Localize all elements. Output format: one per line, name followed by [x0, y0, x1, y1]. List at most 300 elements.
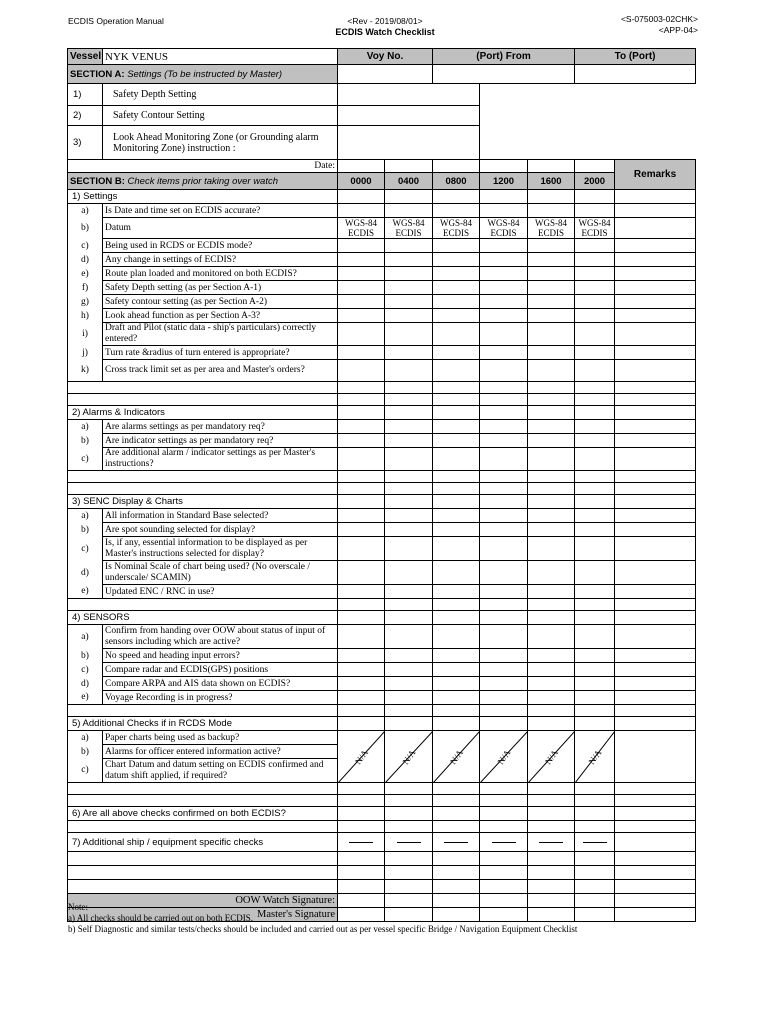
check-cell[interactable]	[433, 360, 480, 382]
check-cell[interactable]	[338, 267, 385, 281]
remarks-cell[interactable]	[615, 880, 696, 894]
date-cell[interactable]	[433, 160, 480, 173]
check-cell[interactable]	[528, 677, 575, 691]
check-cell[interactable]	[575, 323, 615, 346]
check-cell[interactable]	[528, 649, 575, 663]
remarks-cell[interactable]	[615, 625, 696, 649]
remarks-cell[interactable]	[615, 866, 696, 880]
remarks-cell[interactable]	[615, 382, 696, 394]
check-cell[interactable]	[385, 625, 433, 649]
check-cell[interactable]	[480, 420, 528, 434]
check-cell[interactable]	[575, 705, 615, 717]
remarks-cell[interactable]	[615, 795, 696, 807]
check-cell[interactable]	[385, 471, 433, 483]
check-cell[interactable]	[575, 309, 615, 323]
remarks-cell[interactable]	[615, 894, 696, 908]
check-cell[interactable]	[338, 253, 385, 267]
safety-depth-value[interactable]	[338, 84, 480, 106]
check-cell[interactable]	[433, 448, 480, 471]
check-cell[interactable]	[433, 866, 480, 880]
check-cell[interactable]	[338, 783, 385, 795]
check-cell[interactable]	[338, 561, 385, 585]
check-cell[interactable]	[575, 204, 615, 218]
remarks-cell[interactable]	[615, 360, 696, 382]
check-cell[interactable]	[385, 346, 433, 360]
check-cell[interactable]	[575, 561, 615, 585]
remarks-cell[interactable]	[615, 218, 696, 239]
check-cell[interactable]	[480, 406, 528, 420]
check-cell[interactable]	[528, 239, 575, 253]
check-cell[interactable]	[338, 509, 385, 523]
remarks-cell[interactable]	[615, 537, 696, 561]
check-cell[interactable]	[575, 420, 615, 434]
check-cell[interactable]	[385, 434, 433, 448]
check-cell[interactable]	[575, 625, 615, 649]
check-cell[interactable]	[480, 691, 528, 705]
remarks-cell[interactable]	[615, 239, 696, 253]
check-cell[interactable]	[385, 807, 433, 821]
remarks-cell[interactable]	[615, 190, 696, 204]
check-cell[interactable]	[528, 611, 575, 625]
check-cell[interactable]	[338, 691, 385, 705]
check-cell[interactable]	[338, 394, 385, 406]
check-cell[interactable]	[575, 281, 615, 295]
port-to-field[interactable]	[575, 65, 696, 84]
check-cell[interactable]	[385, 295, 433, 309]
check-cell[interactable]	[385, 663, 433, 677]
check-cell[interactable]	[433, 509, 480, 523]
check-cell[interactable]	[433, 239, 480, 253]
check-cell[interactable]	[433, 717, 480, 731]
check-cell[interactable]	[433, 691, 480, 705]
check-cell[interactable]	[338, 382, 385, 394]
check-cell[interactable]	[338, 611, 385, 625]
check-cell[interactable]	[433, 190, 480, 204]
check-cell[interactable]	[575, 599, 615, 611]
check-cell[interactable]	[528, 537, 575, 561]
check-cell[interactable]	[480, 382, 528, 394]
check-cell[interactable]	[433, 807, 480, 821]
check-cell[interactable]	[528, 471, 575, 483]
check-cell[interactable]	[480, 663, 528, 677]
check-cell[interactable]	[385, 323, 433, 346]
check-cell[interactable]	[528, 691, 575, 705]
check-cell[interactable]	[385, 483, 433, 495]
check-cell[interactable]	[575, 783, 615, 795]
check-cell[interactable]	[528, 309, 575, 323]
check-cell[interactable]	[338, 495, 385, 509]
check-cell[interactable]	[385, 360, 433, 382]
check-cell[interactable]	[385, 267, 433, 281]
remarks-cell[interactable]	[615, 663, 696, 677]
check-cell[interactable]	[338, 309, 385, 323]
check-cell[interactable]	[480, 833, 528, 852]
check-cell[interactable]	[385, 204, 433, 218]
datum-cell[interactable]	[575, 218, 615, 239]
check-cell[interactable]	[338, 323, 385, 346]
check-cell[interactable]	[528, 821, 575, 833]
check-cell[interactable]	[575, 190, 615, 204]
check-cell[interactable]	[385, 611, 433, 625]
check-cell[interactable]	[338, 585, 385, 599]
remarks-cell[interactable]	[615, 483, 696, 495]
check-cell[interactable]	[575, 394, 615, 406]
check-cell[interactable]	[528, 420, 575, 434]
check-cell[interactable]	[528, 585, 575, 599]
check-cell[interactable]	[575, 852, 615, 866]
check-cell[interactable]	[528, 346, 575, 360]
check-cell[interactable]	[338, 239, 385, 253]
datum-cell[interactable]	[480, 218, 528, 239]
check-cell[interactable]	[433, 663, 480, 677]
check-cell[interactable]	[433, 649, 480, 663]
check-cell[interactable]	[433, 495, 480, 509]
remarks-cell[interactable]	[615, 295, 696, 309]
check-cell[interactable]	[575, 346, 615, 360]
check-cell[interactable]	[338, 880, 385, 894]
check-cell[interactable]	[338, 833, 385, 852]
check-cell[interactable]	[433, 821, 480, 833]
check-cell[interactable]	[480, 677, 528, 691]
check-cell[interactable]	[575, 434, 615, 448]
check-cell[interactable]	[385, 866, 433, 880]
check-cell[interactable]	[528, 866, 575, 880]
check-cell[interactable]	[480, 585, 528, 599]
check-cell[interactable]	[480, 611, 528, 625]
check-cell[interactable]	[385, 523, 433, 537]
check-cell[interactable]	[338, 190, 385, 204]
check-cell[interactable]	[433, 795, 480, 807]
check-cell[interactable]	[528, 204, 575, 218]
check-cell[interactable]	[480, 190, 528, 204]
check-cell[interactable]	[575, 880, 615, 894]
check-cell[interactable]	[338, 281, 385, 295]
check-cell[interactable]	[480, 204, 528, 218]
check-cell[interactable]	[385, 239, 433, 253]
check-cell[interactable]	[480, 821, 528, 833]
check-cell[interactable]	[480, 852, 528, 866]
check-cell[interactable]	[575, 649, 615, 663]
check-cell[interactable]	[338, 471, 385, 483]
vessel-name[interactable]: NYK VENUS	[103, 49, 338, 65]
date-cell[interactable]	[338, 160, 385, 173]
check-cell[interactable]	[433, 382, 480, 394]
remarks-cell[interactable]	[615, 611, 696, 625]
check-cell[interactable]	[433, 346, 480, 360]
check-cell[interactable]	[528, 717, 575, 731]
check-cell[interactable]	[433, 537, 480, 561]
check-cell[interactable]	[433, 309, 480, 323]
check-cell[interactable]	[480, 495, 528, 509]
check-cell[interactable]	[575, 509, 615, 523]
check-cell[interactable]	[338, 677, 385, 691]
check-cell[interactable]	[575, 406, 615, 420]
check-cell[interactable]	[480, 448, 528, 471]
remarks-cell[interactable]	[615, 323, 696, 346]
check-cell[interactable]	[385, 833, 433, 852]
check-cell[interactable]	[575, 448, 615, 471]
check-cell[interactable]	[480, 267, 528, 281]
check-cell[interactable]	[480, 346, 528, 360]
check-cell[interactable]	[575, 495, 615, 509]
check-cell[interactable]	[528, 406, 575, 420]
check-cell[interactable]	[528, 807, 575, 821]
check-cell[interactable]	[385, 382, 433, 394]
look-ahead-value[interactable]	[338, 126, 480, 160]
check-cell[interactable]	[480, 561, 528, 585]
check-cell[interactable]	[528, 783, 575, 795]
check-cell[interactable]	[385, 783, 433, 795]
check-cell[interactable]	[528, 434, 575, 448]
remarks-cell[interactable]	[615, 434, 696, 448]
remarks-cell[interactable]	[615, 471, 696, 483]
check-cell[interactable]	[433, 420, 480, 434]
check-cell[interactable]	[528, 625, 575, 649]
check-cell[interactable]	[338, 807, 385, 821]
remarks-cell[interactable]	[615, 394, 696, 406]
remarks-cell[interactable]	[615, 204, 696, 218]
check-cell[interactable]	[338, 448, 385, 471]
check-cell[interactable]	[480, 880, 528, 894]
datum-cell[interactable]	[528, 218, 575, 239]
check-cell[interactable]	[338, 483, 385, 495]
check-cell[interactable]	[433, 561, 480, 585]
check-cell[interactable]	[433, 434, 480, 448]
check-cell[interactable]	[338, 625, 385, 649]
check-cell[interactable]	[480, 599, 528, 611]
check-cell[interactable]	[528, 190, 575, 204]
check-cell[interactable]	[528, 561, 575, 585]
remarks-cell[interactable]	[615, 731, 696, 783]
check-cell[interactable]	[480, 783, 528, 795]
check-cell[interactable]	[480, 717, 528, 731]
check-cell[interactable]	[338, 705, 385, 717]
check-cell[interactable]	[575, 537, 615, 561]
check-cell[interactable]	[433, 585, 480, 599]
check-cell[interactable]	[575, 866, 615, 880]
check-cell[interactable]	[338, 795, 385, 807]
check-cell[interactable]	[338, 821, 385, 833]
check-cell[interactable]	[528, 523, 575, 537]
check-cell[interactable]	[480, 323, 528, 346]
remarks-cell[interactable]	[615, 253, 696, 267]
check-cell[interactable]	[575, 717, 615, 731]
check-cell[interactable]	[528, 833, 575, 852]
check-cell[interactable]	[338, 295, 385, 309]
check-cell[interactable]	[385, 691, 433, 705]
remarks-cell[interactable]	[615, 691, 696, 705]
check-cell[interactable]	[575, 253, 615, 267]
check-cell[interactable]	[433, 611, 480, 625]
check-cell[interactable]	[385, 537, 433, 561]
remarks-cell[interactable]	[615, 523, 696, 537]
remarks-cell[interactable]	[615, 599, 696, 611]
datum-cell[interactable]	[433, 218, 480, 239]
check-cell[interactable]	[433, 295, 480, 309]
check-cell[interactable]	[385, 394, 433, 406]
signature-cell[interactable]	[575, 894, 615, 908]
check-cell[interactable]	[433, 323, 480, 346]
check-cell[interactable]	[575, 795, 615, 807]
check-cell[interactable]	[385, 420, 433, 434]
remarks-cell[interactable]	[615, 852, 696, 866]
check-cell[interactable]	[480, 394, 528, 406]
check-cell[interactable]	[575, 585, 615, 599]
check-cell[interactable]	[385, 253, 433, 267]
datum-cell[interactable]	[338, 218, 385, 239]
check-cell[interactable]	[433, 394, 480, 406]
check-cell[interactable]	[480, 239, 528, 253]
check-cell[interactable]	[338, 523, 385, 537]
check-cell[interactable]	[528, 448, 575, 471]
check-cell[interactable]	[385, 585, 433, 599]
date-cell[interactable]	[528, 160, 575, 173]
check-cell[interactable]	[528, 509, 575, 523]
check-cell[interactable]	[575, 267, 615, 281]
check-cell[interactable]	[338, 663, 385, 677]
check-cell[interactable]	[528, 705, 575, 717]
check-cell[interactable]	[528, 663, 575, 677]
remarks-cell[interactable]	[615, 908, 696, 922]
remarks-cell[interactable]	[615, 677, 696, 691]
check-cell[interactable]	[575, 821, 615, 833]
check-cell[interactable]	[385, 821, 433, 833]
check-cell[interactable]	[385, 880, 433, 894]
check-cell[interactable]	[385, 281, 433, 295]
check-cell[interactable]	[338, 852, 385, 866]
check-cell[interactable]	[528, 360, 575, 382]
signature-cell[interactable]	[575, 908, 615, 922]
check-cell[interactable]	[575, 483, 615, 495]
remarks-cell[interactable]	[615, 561, 696, 585]
check-cell[interactable]	[575, 677, 615, 691]
check-cell[interactable]	[528, 599, 575, 611]
check-cell[interactable]	[433, 281, 480, 295]
check-cell[interactable]	[480, 434, 528, 448]
check-cell[interactable]	[480, 309, 528, 323]
check-cell[interactable]	[480, 483, 528, 495]
remarks-cell[interactable]	[615, 309, 696, 323]
check-cell[interactable]	[528, 880, 575, 894]
check-cell[interactable]	[528, 394, 575, 406]
check-cell[interactable]	[433, 705, 480, 717]
check-cell[interactable]	[385, 509, 433, 523]
check-cell[interactable]	[480, 705, 528, 717]
check-cell[interactable]	[433, 523, 480, 537]
remarks-cell[interactable]	[615, 509, 696, 523]
check-cell[interactable]	[575, 295, 615, 309]
check-cell[interactable]	[433, 483, 480, 495]
check-cell[interactable]	[480, 523, 528, 537]
check-cell[interactable]	[575, 833, 615, 852]
remarks-cell[interactable]	[615, 448, 696, 471]
check-cell[interactable]	[338, 346, 385, 360]
check-cell[interactable]	[385, 705, 433, 717]
check-cell[interactable]	[385, 309, 433, 323]
remarks-cell[interactable]	[615, 495, 696, 509]
check-cell[interactable]	[433, 783, 480, 795]
check-cell[interactable]	[433, 267, 480, 281]
check-cell[interactable]	[528, 253, 575, 267]
datum-cell[interactable]	[385, 218, 433, 239]
check-cell[interactable]	[385, 649, 433, 663]
check-cell[interactable]	[385, 190, 433, 204]
remarks-cell[interactable]	[615, 406, 696, 420]
remarks-cell[interactable]	[615, 833, 696, 852]
remarks-cell[interactable]	[615, 649, 696, 663]
check-cell[interactable]	[433, 852, 480, 866]
check-cell[interactable]	[480, 509, 528, 523]
check-cell[interactable]	[480, 281, 528, 295]
check-cell[interactable]	[480, 253, 528, 267]
remarks-cell[interactable]	[615, 717, 696, 731]
check-cell[interactable]	[575, 382, 615, 394]
check-cell[interactable]	[575, 611, 615, 625]
check-cell[interactable]	[338, 599, 385, 611]
check-cell[interactable]	[433, 677, 480, 691]
check-cell[interactable]	[338, 649, 385, 663]
check-cell[interactable]	[433, 406, 480, 420]
remarks-cell[interactable]	[615, 267, 696, 281]
check-cell[interactable]	[480, 360, 528, 382]
check-cell[interactable]	[338, 204, 385, 218]
remarks-cell[interactable]	[615, 783, 696, 795]
check-cell[interactable]	[385, 406, 433, 420]
check-cell[interactable]	[480, 866, 528, 880]
check-cell[interactable]	[385, 448, 433, 471]
check-cell[interactable]	[385, 677, 433, 691]
remarks-cell[interactable]	[615, 585, 696, 599]
check-cell[interactable]	[338, 420, 385, 434]
check-cell[interactable]	[385, 599, 433, 611]
check-cell[interactable]	[385, 561, 433, 585]
remarks-cell[interactable]	[615, 807, 696, 821]
check-cell[interactable]	[385, 795, 433, 807]
check-cell[interactable]	[575, 471, 615, 483]
check-cell[interactable]	[575, 691, 615, 705]
check-cell[interactable]	[338, 406, 385, 420]
check-cell[interactable]	[575, 239, 615, 253]
check-cell[interactable]	[480, 795, 528, 807]
check-cell[interactable]	[528, 382, 575, 394]
check-cell[interactable]	[528, 483, 575, 495]
check-cell[interactable]	[385, 852, 433, 866]
voy-no-field[interactable]	[338, 65, 433, 84]
check-cell[interactable]	[480, 471, 528, 483]
check-cell[interactable]	[528, 323, 575, 346]
check-cell[interactable]	[480, 295, 528, 309]
check-cell[interactable]	[480, 807, 528, 821]
check-cell[interactable]	[338, 717, 385, 731]
check-cell[interactable]	[480, 537, 528, 561]
remarks-cell[interactable]	[615, 281, 696, 295]
check-cell[interactable]	[575, 360, 615, 382]
remarks-cell[interactable]	[615, 346, 696, 360]
check-cell[interactable]	[385, 717, 433, 731]
check-cell[interactable]	[528, 495, 575, 509]
check-cell[interactable]	[575, 807, 615, 821]
check-cell[interactable]	[480, 649, 528, 663]
check-cell[interactable]	[338, 866, 385, 880]
check-cell[interactable]	[433, 625, 480, 649]
remarks-cell[interactable]	[615, 420, 696, 434]
check-cell[interactable]	[528, 795, 575, 807]
remarks-cell[interactable]	[615, 705, 696, 717]
check-cell[interactable]	[338, 360, 385, 382]
check-cell[interactable]	[433, 471, 480, 483]
check-cell[interactable]	[528, 852, 575, 866]
remarks-cell[interactable]	[615, 821, 696, 833]
